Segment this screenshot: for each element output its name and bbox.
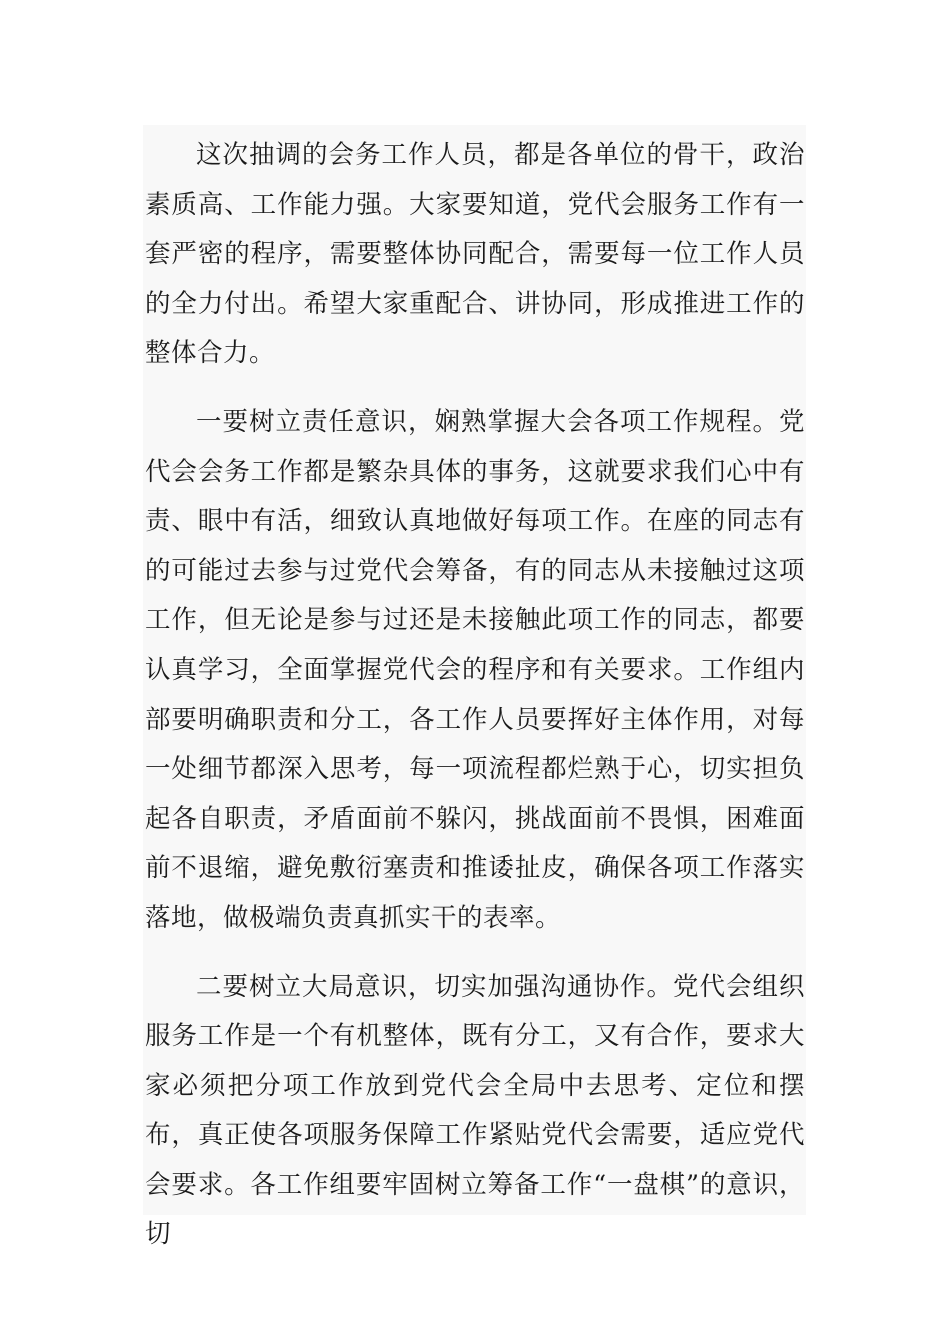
document-body <box>145 131 805 1260</box>
paragraph-3: 二要树立大局意识，切实加强沟通协作。党代会组织服务工作是一个有机整体，既有分工，又有合作，要求大家必须把分项工作放到党代会全局中去思考、定位和摆布，真正使各项服务保障工作紧贴党代会需要，适应党代会要求。各工作组要牢固树立筹备工作“一盘棋”的意识，切 <box>145 971 805 1250</box>
paragraph-1: 这次抽调的会务工作人员，都是各单位的骨干，政治素质高、工作能力强。大家要知道，党代会服务工作有一套严密的程序，需要整体协同配合，需要每一位工作人员的全力付出。希望大家重配合、讲协同，形成推进工作的整体合力。 <box>145 140 805 369</box>
paragraph-2: 一要树立责任意识，娴熟掌握大会各项工作规程。党代会会务工作都是繁杂具体的事务，这就要求我们心中有责、眼中有活，细致认真地做好每项工作。在座的同志有的可能过去参与过党代会筹备，有的同志从未接触过这项工作，但无论是参与过还是未接触此项工作的同志，都要认真学习，全面掌握党代会的程序和有关要求。工作组内部要明确职责和分工，各工作人员要挥好主体作用，对每一处细节都深入思考，每一项流程都烂熟于心，切实担负起各自职责，矛盾面前不躲闪，挑战面前不畏惧，困难面前不退缩，避免敷衍塞责和推诿扯皮，确保各项工作落实落地，做极端负责真抓实干的表率。 <box>145 406 805 933</box>
document-page <box>143 125 806 1250</box>
